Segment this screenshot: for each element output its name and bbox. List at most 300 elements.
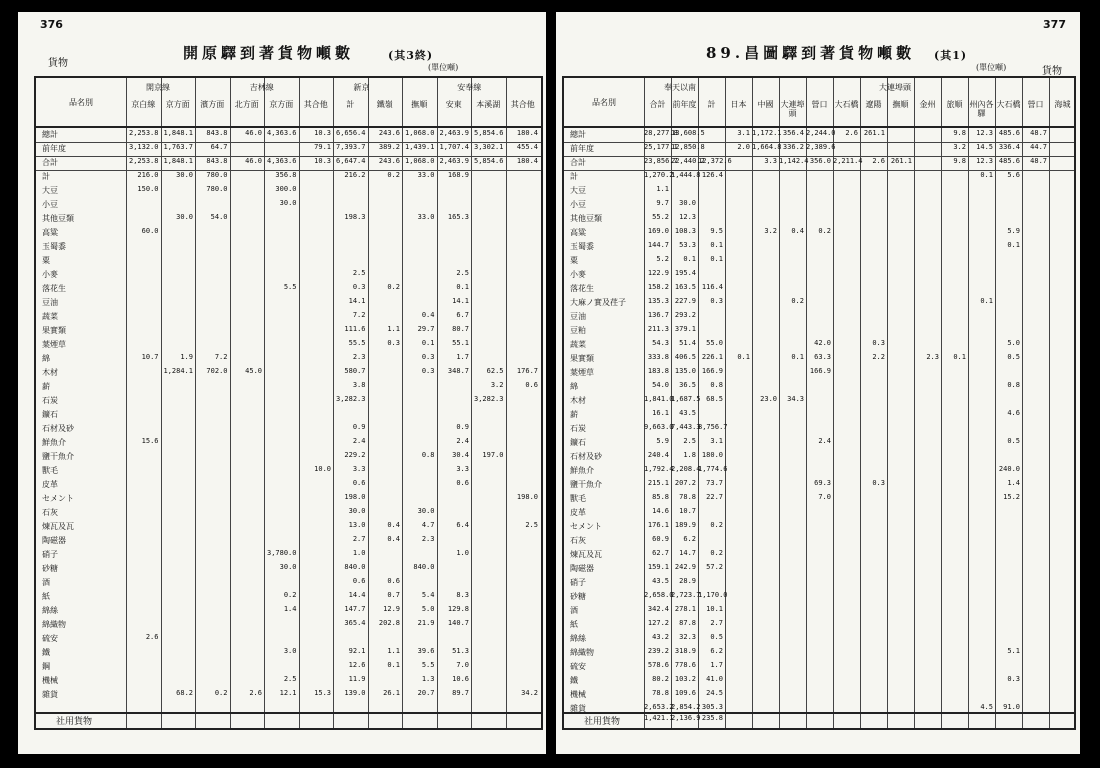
cell-value: 1,170.0 xyxy=(698,591,728,599)
cell-value: 2.6 xyxy=(249,689,262,697)
row-label: 葉煙草 xyxy=(570,368,594,377)
cell-value: 39.6 xyxy=(417,647,435,655)
table-row xyxy=(36,338,541,352)
row-label: 鑛石 xyxy=(42,410,58,419)
cell-value: 109.6 xyxy=(674,689,696,697)
cell-value: 54.0 xyxy=(652,381,669,389)
column-header: 京方面 xyxy=(269,100,294,109)
cell-value: 780.0 xyxy=(206,185,228,193)
cell-value: 2,244.0 xyxy=(806,129,836,137)
table-row xyxy=(36,520,541,534)
row-label: 石材及砂 xyxy=(570,452,602,461)
table-row xyxy=(564,646,1074,660)
table-row xyxy=(564,660,1074,674)
table-row xyxy=(36,240,541,254)
cell-value: 2.7 xyxy=(710,619,723,627)
cell-value: 198.3 xyxy=(344,213,366,221)
cell-value: 111.6 xyxy=(344,325,366,333)
row-label: 果實類 xyxy=(42,326,66,335)
cell-value: 0.4 xyxy=(387,521,400,529)
column-header: 日本 xyxy=(730,100,747,109)
column-header: 品名別 xyxy=(69,98,93,107)
cell-value: 1,172.1 xyxy=(752,129,782,137)
row-label: 石灰 xyxy=(570,536,586,545)
row-label: 酒 xyxy=(570,606,578,615)
cell-value: 144.7 xyxy=(647,241,669,249)
cell-value: 2.5 xyxy=(456,269,469,277)
cell-value: 189.9 xyxy=(674,521,696,529)
cell-value: 0.1 xyxy=(737,353,750,361)
table-row xyxy=(564,394,1074,408)
row-label: 總計 xyxy=(570,130,586,139)
table-row xyxy=(564,212,1074,226)
table-row xyxy=(564,310,1074,324)
column-header: 京方面 xyxy=(165,100,190,109)
column-header: 旅順 xyxy=(946,100,963,109)
cell-value: 0.5 xyxy=(1007,437,1020,445)
cell-value: 10.0 xyxy=(314,465,331,473)
cell-value: 1.8 xyxy=(683,451,696,459)
footer-value: 1,421.1 xyxy=(644,714,674,722)
table-row xyxy=(36,296,541,310)
cell-value: 2.6 xyxy=(872,157,885,165)
cell-value: 2.7 xyxy=(352,535,366,543)
table-row xyxy=(564,590,1074,604)
cell-value: 0.6 xyxy=(456,479,469,487)
cell-value: 150.0 xyxy=(137,185,159,193)
column-header: 海城 xyxy=(1054,100,1071,109)
left-page xyxy=(18,12,546,754)
cell-value: 127.2 xyxy=(647,619,669,627)
cell-value: 108.3 xyxy=(674,227,696,235)
cell-value: 42.0 xyxy=(814,339,831,347)
cell-value: 7.0 xyxy=(818,493,831,501)
cell-value: 54.3 xyxy=(652,339,669,347)
cell-value: 3.2 xyxy=(953,143,966,151)
cell-value: 165.3 xyxy=(447,213,469,221)
cell-value: 0.6 xyxy=(387,577,400,585)
cell-value: 64.7 xyxy=(210,143,228,151)
cell-value: 166.9 xyxy=(809,367,831,375)
cell-value: 216.0 xyxy=(137,171,159,179)
cell-value: 7,393.7 xyxy=(335,143,366,151)
cell-value: 778.6 xyxy=(674,661,696,669)
table-row xyxy=(564,380,1074,394)
cell-value: 0.1 xyxy=(710,241,723,249)
column-header: 撫順 xyxy=(411,100,428,109)
table-row xyxy=(564,142,1074,156)
data-table xyxy=(34,76,543,730)
cell-value: 1.1 xyxy=(656,185,669,193)
cell-value: 1,664.8 xyxy=(752,143,782,151)
row-label: 高粱 xyxy=(42,228,58,237)
row-label: 紙 xyxy=(570,620,578,629)
table-row xyxy=(36,394,541,408)
table-row xyxy=(36,422,541,436)
cell-value: 10.3 xyxy=(314,129,331,137)
cell-value: 22,440.2 xyxy=(671,157,705,165)
column-header: 計 xyxy=(346,100,355,109)
cell-value: 348.7 xyxy=(447,367,469,375)
row-label: 鐵 xyxy=(570,676,578,685)
cell-value: 180.4 xyxy=(516,157,538,165)
table-row xyxy=(564,506,1074,520)
cell-value: 2.5 xyxy=(352,269,366,277)
cell-value: 2,463.9 xyxy=(439,129,469,137)
row-label: 前年度 xyxy=(42,144,66,153)
row-label: 玉蜀黍 xyxy=(42,242,66,251)
cell-value: 1.4 xyxy=(283,605,297,613)
row-label: 總計 xyxy=(42,130,58,139)
row-label: 酒 xyxy=(42,578,50,587)
route-label: 安奉線 xyxy=(457,83,482,92)
cell-value: 32.3 xyxy=(679,633,696,641)
cell-value: 10.3 xyxy=(314,157,331,165)
footer-label: 社用貨物 xyxy=(56,717,93,727)
cell-value: 62.7 xyxy=(652,549,669,557)
cell-value: 5.6 xyxy=(1007,171,1020,179)
table-row xyxy=(564,422,1074,436)
cell-value: 2,389.6 xyxy=(806,143,836,151)
cell-value: 34.3 xyxy=(787,395,804,403)
table-row xyxy=(36,436,541,450)
column-header: 大連埠頭 xyxy=(780,100,805,118)
cell-value: 9.8 xyxy=(953,157,966,165)
cell-value: 0.2 xyxy=(283,591,297,599)
cell-value: 455.4 xyxy=(516,143,538,151)
cell-value: 3.1 xyxy=(710,437,723,445)
cell-value: 261.1 xyxy=(863,129,885,137)
cell-value: 14.1 xyxy=(348,297,366,305)
right-page xyxy=(556,12,1080,754)
cell-value: 147.7 xyxy=(344,605,366,613)
cell-value: 5.2 xyxy=(656,255,669,263)
table-row xyxy=(36,576,541,590)
cell-value: 5.9 xyxy=(656,437,669,445)
row-label: 硫安 xyxy=(42,634,58,643)
cell-value: 9,663.0 xyxy=(644,423,674,431)
cell-value: 0.2 xyxy=(791,297,804,305)
table-row xyxy=(36,534,541,548)
cell-value: 2,854.2 xyxy=(671,703,701,711)
table-row xyxy=(564,352,1074,366)
cell-value: 55.5 xyxy=(348,339,366,347)
cell-value: 2,723.7 xyxy=(671,591,701,599)
cell-value: 0.3 xyxy=(872,479,885,487)
table-row xyxy=(36,254,541,268)
cell-value: 12.3 xyxy=(976,157,993,165)
cell-value: 211.3 xyxy=(647,325,669,333)
cell-value: 3,132.0 xyxy=(128,143,159,151)
cell-value: 30.0 xyxy=(279,563,297,571)
table-row xyxy=(36,380,541,394)
column-header: 安東 xyxy=(445,100,462,109)
row-label: 鹽干魚介 xyxy=(42,452,74,461)
row-label: 煉瓦及瓦 xyxy=(42,522,74,531)
column-header: 其合他 xyxy=(303,100,328,109)
table-row xyxy=(564,562,1074,576)
cell-value: 30.0 xyxy=(279,199,297,207)
cell-value: 1.9 xyxy=(180,353,193,361)
footer-value: 235.8 xyxy=(701,714,723,722)
cell-value: 30.0 xyxy=(679,199,696,207)
cell-value: 5,854.6 xyxy=(473,157,504,165)
cell-value: 207.2 xyxy=(674,479,696,487)
cell-value: 12,850.8 xyxy=(671,143,705,151)
table-row xyxy=(36,268,541,282)
column-header: 大石橋 xyxy=(834,100,859,109)
table-row xyxy=(36,408,541,422)
cell-value: 2,208.4 xyxy=(671,465,701,473)
cell-value: 55.2 xyxy=(652,213,669,221)
cell-value: 243.6 xyxy=(378,129,400,137)
cell-value: 6,656.4 xyxy=(335,129,366,137)
cell-value: 2,653.2 xyxy=(644,703,674,711)
cell-value: 122.9 xyxy=(647,269,669,277)
table-row xyxy=(564,254,1074,268)
cell-value: 8.3 xyxy=(456,591,469,599)
row-label: 獸毛 xyxy=(42,466,58,475)
cell-value: 1,068.0 xyxy=(404,157,435,165)
column-header: 營口 xyxy=(1027,100,1044,109)
cell-value: 1,774.6 xyxy=(698,465,728,473)
cell-value: 140.7 xyxy=(447,619,469,627)
row-label: 皮革 xyxy=(42,480,58,489)
table-row xyxy=(564,688,1074,702)
column-header: 撫順 xyxy=(892,100,909,109)
row-label: 合計 xyxy=(570,158,586,167)
cell-value: 62.5 xyxy=(486,367,504,375)
cell-value: 2,253.8 xyxy=(128,157,159,165)
cell-value: 29.7 xyxy=(417,325,435,333)
cell-value: 43.5 xyxy=(652,577,669,585)
cell-value: 261.1 xyxy=(890,157,912,165)
row-label: 鮮魚介 xyxy=(42,438,66,447)
row-label: 石炭 xyxy=(42,396,58,405)
row-label: 砂糖 xyxy=(570,592,586,601)
cell-value: 48.7 xyxy=(1030,129,1047,137)
cell-value: 0.2 xyxy=(710,521,723,529)
cell-value: 14.5 xyxy=(976,143,993,151)
cell-value: 7.0 xyxy=(456,661,469,669)
cell-value: 2.0 xyxy=(737,143,750,151)
cell-value: 0.1 xyxy=(1007,241,1020,249)
table-row xyxy=(36,184,541,198)
row-label: 紙 xyxy=(42,592,50,601)
cell-value: 227.9 xyxy=(674,297,696,305)
cell-value: 53.3 xyxy=(679,241,696,249)
cell-value: 12.9 xyxy=(383,605,400,613)
header-word: 貨物 xyxy=(1042,66,1062,77)
cell-value: 0.1 xyxy=(421,339,435,347)
row-label: 綿織物 xyxy=(570,648,594,657)
cell-value: 1,848.1 xyxy=(163,129,193,137)
cell-value: 135.0 xyxy=(674,367,696,375)
cell-value: 1,068.0 xyxy=(404,129,435,137)
cell-value: 6.7 xyxy=(456,311,469,319)
cell-value: 1,270.2 xyxy=(644,171,674,179)
cell-value: 10.1 xyxy=(706,605,723,613)
column-header: 濱方面 xyxy=(200,100,225,109)
data-table xyxy=(562,76,1076,730)
cell-value: 30.0 xyxy=(176,171,193,179)
table-row xyxy=(564,408,1074,422)
cell-value: 239.2 xyxy=(647,647,669,655)
row-label: 雜貨 xyxy=(42,690,58,699)
table-row xyxy=(564,170,1074,184)
cell-value: 1,707.4 xyxy=(439,143,469,151)
cell-value: 293.2 xyxy=(674,311,696,319)
cell-value: 0.3 xyxy=(421,367,435,375)
cell-value: 2.2 xyxy=(872,353,885,361)
table-row xyxy=(564,184,1074,198)
table-row xyxy=(36,618,541,632)
cell-value: 198.0 xyxy=(344,493,366,501)
cell-value: 1,142.4 xyxy=(779,157,809,165)
cell-value: 15.3 xyxy=(314,689,331,697)
row-label: 綿 xyxy=(570,382,578,391)
page-number: 376 xyxy=(40,18,63,31)
cell-value: 0.5 xyxy=(710,633,723,641)
column-header: 鐵嶺 xyxy=(376,100,393,109)
cell-value: 28,277.8 xyxy=(644,129,678,137)
cell-value: 92.1 xyxy=(348,647,366,655)
cell-value: 16.1 xyxy=(652,409,669,417)
cell-value: 3.8 xyxy=(352,381,366,389)
cell-value: 242.9 xyxy=(674,563,696,571)
cell-value: 55.1 xyxy=(452,339,469,347)
cell-value: 243.6 xyxy=(378,157,400,165)
cell-value: 51.4 xyxy=(679,339,696,347)
cell-value: 0.3 xyxy=(872,339,885,347)
cell-value: 12.6 xyxy=(348,661,366,669)
footer-label: 社用貨物 xyxy=(584,717,621,727)
cell-value: 68.5 xyxy=(706,395,723,403)
row-label: 機械 xyxy=(570,690,586,699)
cell-value: 840.0 xyxy=(344,563,366,571)
cell-value: 2.6 xyxy=(845,129,858,137)
cell-value: 3,282.3 xyxy=(335,395,366,403)
table-row xyxy=(564,240,1074,254)
cell-value: 0.1 xyxy=(683,255,696,263)
cell-value: 2,463.9 xyxy=(439,157,469,165)
cell-value: 15.6 xyxy=(141,437,159,445)
cell-value: 5.0 xyxy=(1007,339,1020,347)
cell-value: 5,854.6 xyxy=(473,129,504,137)
cell-value: 3.0 xyxy=(283,647,297,655)
cell-value: 1,792.4 xyxy=(644,465,674,473)
row-label: 蔬菜 xyxy=(42,312,58,321)
table-row xyxy=(564,450,1074,464)
cell-value: 5.1 xyxy=(1007,647,1020,655)
cell-value: 1,444.8 xyxy=(671,171,701,179)
cell-value: 0.2 xyxy=(818,227,831,235)
cell-value: 356.8 xyxy=(275,171,297,179)
table-row xyxy=(564,324,1074,338)
cell-value: 103.2 xyxy=(674,675,696,683)
cell-value: 78.8 xyxy=(679,493,696,501)
cell-value: 0.5 xyxy=(1007,353,1020,361)
cell-value: 578.6 xyxy=(647,661,669,669)
cell-value: 7.2 xyxy=(352,311,366,319)
table-row xyxy=(564,576,1074,590)
cell-value: 3,780.0 xyxy=(266,549,297,557)
cell-value: 0.1 xyxy=(980,297,993,305)
cell-value: 34.2 xyxy=(521,689,538,697)
table-row xyxy=(564,296,1074,310)
cell-value: 1.0 xyxy=(456,549,469,557)
row-label: セメント xyxy=(570,522,602,531)
table-row xyxy=(36,282,541,296)
cell-value: 0.1 xyxy=(387,661,400,669)
row-label: 小豆 xyxy=(570,200,586,209)
cell-value: 60.9 xyxy=(652,535,669,543)
cell-value: 0.3 xyxy=(710,297,723,305)
cell-value: 23.0 xyxy=(760,395,777,403)
footer-value: 2,136.9 xyxy=(671,714,701,722)
cell-value: 0.1 xyxy=(710,255,723,263)
cell-value: 180.0 xyxy=(701,451,723,459)
table-row xyxy=(36,604,541,618)
column-header: 營口 xyxy=(811,100,828,109)
cell-value: 8,756.7 xyxy=(698,423,728,431)
cell-value: 580.7 xyxy=(344,367,366,375)
column-header: 中國 xyxy=(757,100,774,109)
column-header: 大石橋 xyxy=(996,100,1021,109)
cell-value: 12.3 xyxy=(679,213,696,221)
cell-value: 0.9 xyxy=(456,423,469,431)
row-label: 石灰 xyxy=(42,508,58,517)
table-row xyxy=(36,142,541,156)
row-label: 雜貨 xyxy=(570,704,586,713)
cell-value: 0.1 xyxy=(791,353,804,361)
row-label: 前年度 xyxy=(570,144,594,153)
cell-value: 0.3 xyxy=(387,339,400,347)
cell-value: 1,687.5 xyxy=(671,395,701,403)
cell-value: 116.4 xyxy=(701,283,723,291)
cell-value: 33.0 xyxy=(417,213,435,221)
table-row xyxy=(564,618,1074,632)
cell-value: 0.1 xyxy=(980,171,993,179)
cell-value: 216.2 xyxy=(344,171,366,179)
table-row xyxy=(564,128,1074,142)
cell-value: 485.6 xyxy=(998,129,1020,137)
route-label: 開京線 xyxy=(146,83,170,92)
cell-value: 0.2 xyxy=(387,283,400,291)
cell-value: 3,282.3 xyxy=(473,395,504,403)
table-row xyxy=(564,268,1074,282)
cell-value: 226.1 xyxy=(701,353,723,361)
cell-value: 202.8 xyxy=(378,619,400,627)
row-label: 蔬菜 xyxy=(570,340,586,349)
row-label: 豆粕 xyxy=(570,326,586,335)
cell-value: 3,302.1 xyxy=(473,143,504,151)
cell-value: 1,848.1 xyxy=(163,157,193,165)
cell-value: 0.3 xyxy=(421,353,435,361)
row-label: 綿織物 xyxy=(42,620,66,629)
table-row xyxy=(564,226,1074,240)
cell-value: 30.0 xyxy=(417,507,435,515)
page-number: 377 xyxy=(1043,18,1066,31)
cell-value: 14.6 xyxy=(652,507,669,515)
cell-value: 2.4 xyxy=(818,437,831,445)
cell-value: 14.4 xyxy=(348,591,366,599)
cell-value: 0.6 xyxy=(352,577,366,585)
table-row xyxy=(564,492,1074,506)
row-label: 落花生 xyxy=(42,284,66,293)
row-label: セメント xyxy=(42,494,74,503)
page-subtitle: (其1) xyxy=(934,49,968,62)
